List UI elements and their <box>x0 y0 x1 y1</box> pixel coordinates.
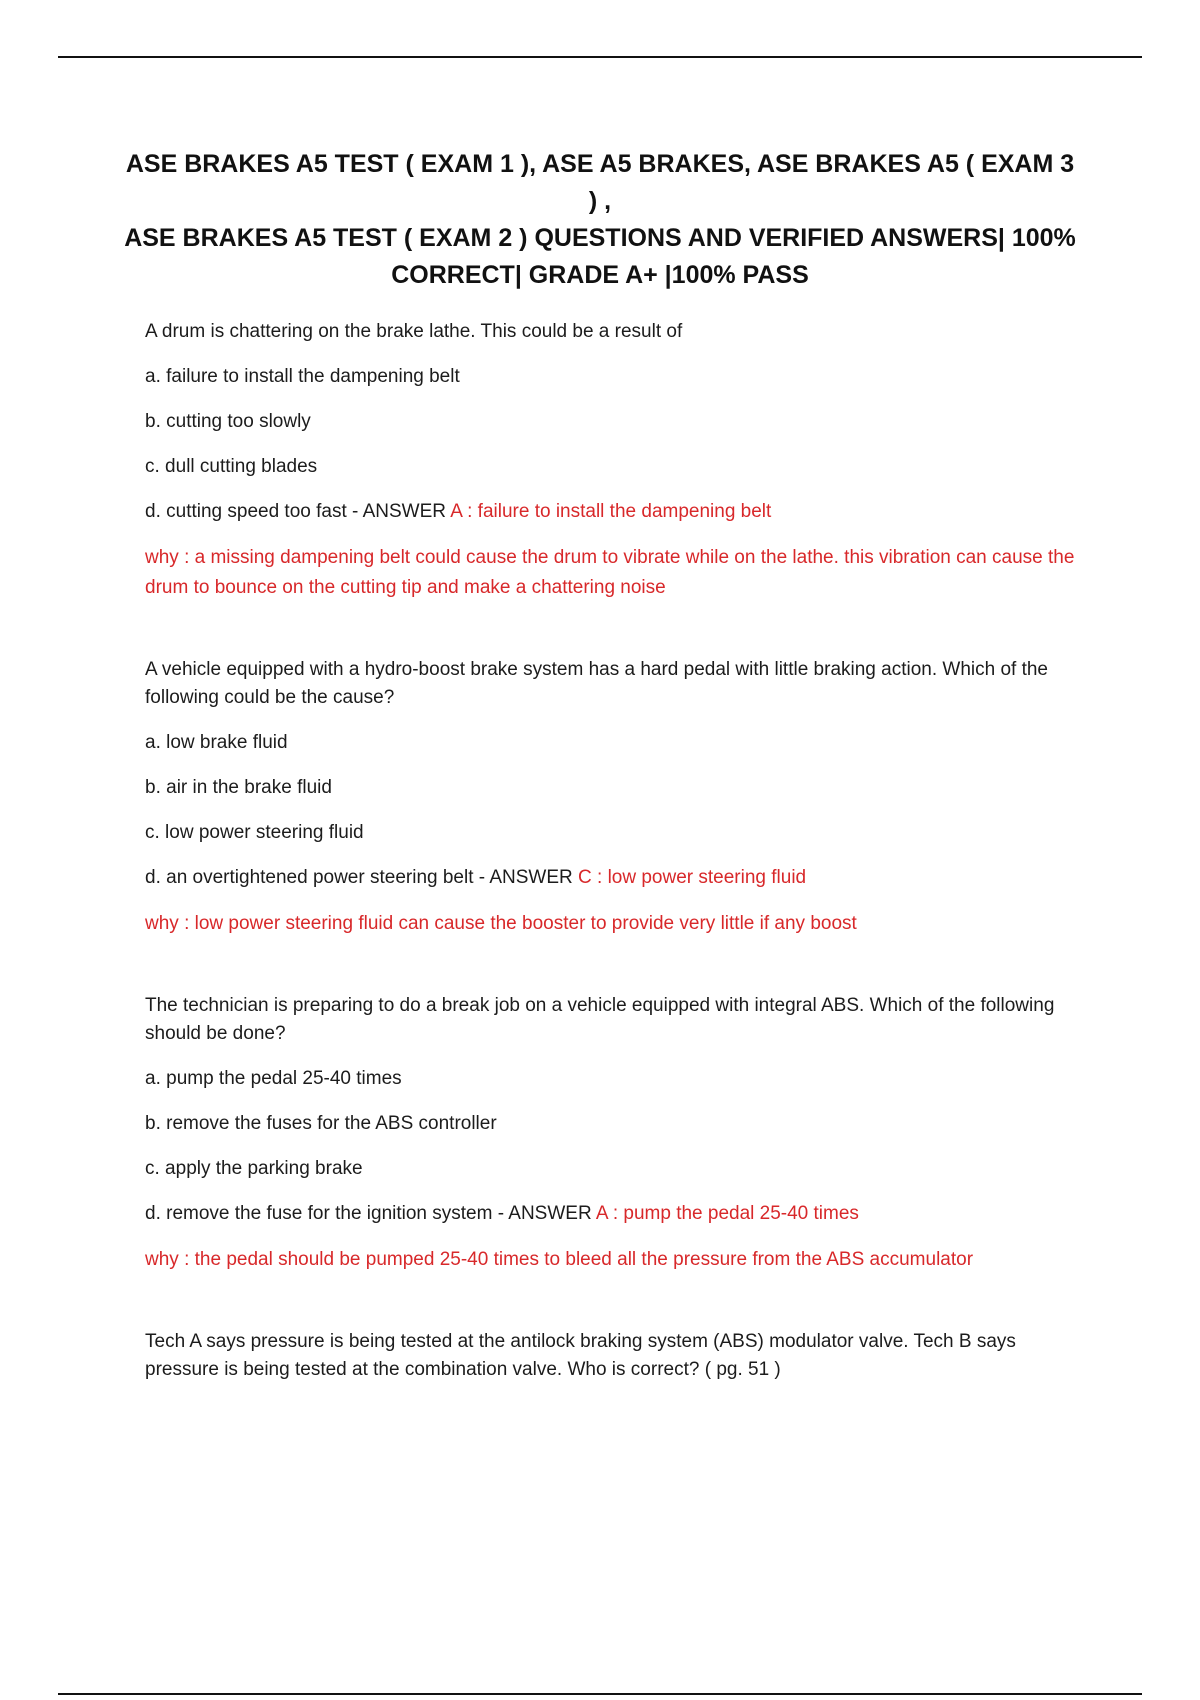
option-d <box>145 864 1095 892</box>
question-stem: A vehicle equipped with a hydro-boost brake system has a hard pedal with little braking action. Which of the following could be the cause? <box>145 659 1049 708</box>
top-rule <box>58 56 1142 58</box>
option-b: b. remove the fuses for the ABS controller <box>145 1113 497 1134</box>
document-title <box>120 146 1080 294</box>
question-3 <box>145 992 1095 1275</box>
option-d-text: d. an overtightened power steering belt - ANSWER <box>145 867 579 888</box>
title-line-3: CORRECT| GRADE A+ |100% PASS <box>391 261 809 289</box>
title-line-1: ASE BRAKES A5 TEST ( EXAM 1 ), ASE A5 BRAKES, ASE BRAKES A5 ( EXAM 3 ) , <box>125 150 1075 215</box>
option-c: c. low power steering fluid <box>145 822 364 843</box>
option-d-text: d. remove the fuse for the ignition system - ANSWER <box>145 1203 596 1224</box>
option-a: a. failure to install the dampening belt <box>145 366 460 387</box>
explanation: why : the pedal should be pumped 25-40 times to bleed all the pressure from the ABS accumulator <box>145 1249 974 1270</box>
option-c: c. dull cutting blades <box>145 456 318 477</box>
question-1 <box>145 318 1095 603</box>
option-d <box>145 1200 1095 1228</box>
answer-text: A : failure to install the dampening belt <box>450 501 772 522</box>
explanation: why : low power steering fluid can cause the booster to provide very little if any boost <box>145 913 857 934</box>
option-c: c. apply the parking brake <box>145 1158 363 1179</box>
question-stem: Tech A says pressure is being tested at the antilock braking system (ABS) modulator valve. Tech B says pressure is being tested at the combination valve. Who is correct? ( pg. 51 ) <box>145 1331 1016 1380</box>
answer-text: A : pump the pedal 25-40 times <box>595 1203 859 1224</box>
question-stem: The technician is preparing to do a break job on a vehicle equipped with integral ABS. Which of the following should be done? <box>145 995 1055 1044</box>
questions-list <box>145 318 1095 1401</box>
option-b: b. air in the brake fluid <box>145 777 332 798</box>
option-d-text: d. cutting speed too fast - ANSWER <box>145 501 451 522</box>
question-4 <box>145 1328 1095 1384</box>
option-a: a. pump the pedal 25-40 times <box>145 1068 402 1089</box>
title-line-2: ASE BRAKES A5 TEST ( EXAM 2 ) QUESTIONS AND VERIFIED ANSWERS| 100% <box>124 224 1076 252</box>
option-d <box>145 498 1095 526</box>
question-2 <box>145 656 1095 939</box>
option-a: a. low brake fluid <box>145 732 288 753</box>
answer-text: C : low power steering fluid <box>578 867 807 888</box>
bottom-rule <box>58 1693 1142 1695</box>
option-b: b. cutting too slowly <box>145 411 311 432</box>
question-stem: A drum is chattering on the brake lathe. This could be a result of <box>145 321 683 342</box>
explanation: why : a missing dampening belt could cause the drum to vibrate while on the lathe. this vibration can cause the drum to bounce on the cutting tip and make a chattering noise <box>145 547 1075 598</box>
